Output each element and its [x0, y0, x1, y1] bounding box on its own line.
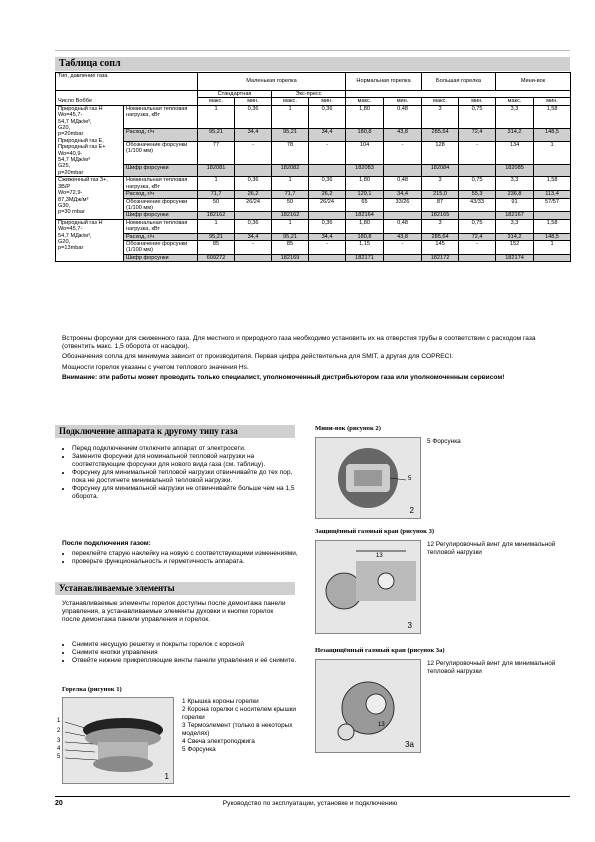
value-cell: 1,58 — [534, 105, 571, 128]
value-cell: 609272 — [198, 254, 235, 261]
value-cell: 113,4 — [534, 191, 571, 198]
value-cell: 314,2 — [496, 129, 534, 141]
value-cell: 3 — [422, 219, 459, 233]
value-cell: - — [309, 141, 346, 164]
row-label: Шифр форсунки — [124, 164, 198, 177]
value-cell: 182085 — [496, 164, 534, 177]
value-cell: 0,75 — [459, 177, 496, 191]
value-cell — [309, 212, 346, 219]
burner-drawing — [63, 698, 173, 783]
value-cell: - — [459, 141, 496, 164]
group-normal: Нормальная горелка — [346, 73, 422, 91]
col-gas-type: Тип, давление газа — [56, 73, 198, 91]
header-max: макс. — [422, 98, 459, 105]
value-cell: 3,3 — [496, 105, 534, 128]
value-cell: 3 — [422, 177, 459, 191]
row-label: Номинальная тепловая нагрузка, кВт — [124, 219, 198, 233]
table-row — [56, 212, 571, 219]
row-label: Расход, г/ч — [124, 191, 198, 198]
table-row — [56, 141, 571, 164]
value-cell: 182162 — [272, 212, 309, 219]
value-cell — [384, 254, 422, 261]
value-cell — [235, 212, 272, 219]
value-cell: 95,21 — [272, 129, 309, 141]
value-cell: 1 — [272, 177, 309, 191]
value-cell: 129,1 — [346, 191, 384, 198]
install-bullet: • Снимите кнопки управления — [72, 649, 302, 657]
value-cell: - — [235, 240, 272, 254]
gas-type-line: 87,3МДж/м³ — [58, 196, 89, 203]
value-cell — [459, 212, 496, 219]
value-cell: 1,15 — [346, 240, 384, 254]
nozzle-table-heading: Таблица сопл — [55, 57, 570, 71]
note-paragraph: Внимание: эти работы может проводить только специалист, уполномоченный дистрибьютором газа или уполномоченным сервисом! — [62, 373, 505, 381]
value-cell — [534, 164, 571, 177]
value-cell: 0,75 — [459, 219, 496, 233]
gas-type-cell — [56, 219, 124, 261]
value-cell: 95,21 — [198, 129, 235, 141]
value-cell: 78 — [272, 141, 309, 164]
value-cell: 182172 — [422, 254, 459, 261]
value-cell: 87 — [422, 198, 459, 212]
value-cell: 0,36 — [309, 177, 346, 191]
value-cell: - — [459, 240, 496, 254]
value-cell: 182165 — [422, 212, 459, 219]
value-cell: 26,2 — [235, 191, 272, 198]
header-min: мин. — [235, 98, 272, 105]
value-cell — [384, 164, 422, 177]
note-paragraph: Обозначения сопла для минимума зависит от производителя. Первая цифра действительна для SMIT, а другая для COPRECI. — [62, 353, 454, 361]
value-cell: 72,4 — [459, 233, 496, 240]
value-cell — [235, 254, 272, 261]
safety-tap-drawing — [316, 541, 420, 633]
value-cell: 215,0 — [422, 191, 459, 198]
install-list — [62, 641, 302, 665]
burner-legend-item: 4 Свеча электроподжига — [182, 738, 255, 745]
value-cell: 182169 — [272, 254, 309, 261]
value-cell: 134 — [496, 141, 534, 164]
burner-legend-item: 5 Форсунка — [182, 746, 216, 753]
safety-tap-legend: 12 Регулировочный винт для минимальной тепловой нагрузки — [427, 541, 556, 556]
value-cell: 3,3 — [496, 177, 534, 191]
header-max: макс. — [496, 98, 534, 105]
gas-type-line: p=30 mbar — [58, 209, 85, 216]
value-cell: 3,3 — [496, 219, 534, 233]
value-cell: 128 — [422, 141, 459, 164]
group-big: Большая горелка — [422, 73, 496, 91]
gas-type-line: 54,7 МДж/м³ — [58, 157, 90, 164]
burner-mark-4: 4 — [57, 746, 61, 752]
value-cell — [459, 254, 496, 261]
value-cell: 1 — [198, 219, 235, 233]
value-cell: 72,4 — [459, 129, 496, 141]
header-max: макс. — [198, 98, 235, 105]
gas-type-line: Природный газ Н — [58, 219, 103, 226]
value-cell: 1,58 — [534, 177, 571, 191]
unsafe-tap-mark: 13 — [378, 722, 385, 728]
gas-type-line: G20, — [58, 125, 71, 132]
note-paragraph: Встроены форсунки для сжиженного газа. Для местного и природного газа необходимо установить их на отверстия трубы в соответствии с расходом газа (отвентить макс. 1,5 оборота от насадки). — [62, 335, 536, 351]
convert-bullet: • Замените форсунки для номинальной тепловой нагрузки на соответствующие форсунки для нового вида газа (см. таблицу). — [72, 453, 300, 469]
table-row — [56, 177, 571, 191]
table-row — [56, 219, 571, 233]
value-cell: 26/24 — [235, 198, 272, 212]
value-cell: 71,7 — [272, 191, 309, 198]
wok-mark: 5 — [408, 476, 412, 482]
value-cell: 1,80 — [346, 177, 384, 191]
value-cell: 33/26 — [384, 198, 422, 212]
header-max: макс. — [346, 98, 384, 105]
row-label: Расход, г/ч — [124, 233, 198, 240]
safety-tap-figure-number: 3 — [407, 621, 412, 630]
top-rule — [55, 50, 570, 51]
value-cell: 1,80 — [346, 105, 384, 128]
burner-caption: Горелка (рисунок 1) — [62, 686, 122, 693]
value-cell — [309, 164, 346, 177]
value-cell: 285,64 — [422, 233, 459, 240]
value-cell: - — [384, 240, 422, 254]
gas-type-line: G25, — [58, 163, 71, 170]
convert-bullet: • Форсунку для минимальной нагрузки не отвинчивайте больше чем на 1,5 оборота. — [72, 485, 300, 501]
value-cell: 1 — [272, 219, 309, 233]
value-cell: 26/24 — [309, 198, 346, 212]
burner-mark-5: 5 — [57, 754, 61, 760]
value-cell: 85 — [198, 240, 235, 254]
value-cell: 1,58 — [534, 219, 571, 233]
value-cell — [309, 254, 346, 261]
gas-type-cell — [56, 105, 124, 176]
value-cell: 85 — [272, 240, 309, 254]
value-cell: 3 — [422, 105, 459, 128]
value-cell: 236,8 — [496, 191, 534, 198]
table-row — [56, 198, 571, 212]
burner-legend-item: 2 Корона горелки с носителем крышки горелки — [182, 706, 296, 721]
value-cell: 43,8 — [384, 129, 422, 141]
value-cell: 0,36 — [235, 105, 272, 128]
value-cell: 43,8 — [384, 233, 422, 240]
value-cell: 50 — [272, 198, 309, 212]
table-row — [56, 164, 571, 177]
row-label: Обозначение форсунки (1/100 мм) — [124, 198, 198, 212]
safety-tap-mark: 13 — [376, 553, 383, 559]
wok-legend: 5 Форсунка — [427, 438, 461, 445]
value-cell: 182171 — [346, 254, 384, 261]
row-label: Расход, г/ч — [124, 129, 198, 141]
burner-figure-number: 1 — [164, 772, 169, 781]
gas-type-line: 54,7 МДж/м³, — [58, 118, 92, 125]
table-row — [56, 129, 571, 141]
value-cell: 77 — [198, 141, 235, 164]
burner-mark-2: 2 — [57, 728, 61, 734]
header-min: мин. — [384, 98, 422, 105]
value-cell: 0,36 — [309, 219, 346, 233]
install-heading: Устанавливаемые элементы — [55, 582, 295, 595]
value-cell: 182084 — [422, 164, 459, 177]
value-cell: 182082 — [272, 164, 309, 177]
group-wok: Мини-вок — [496, 73, 571, 91]
value-cell: 95,21 — [272, 233, 309, 240]
value-cell: 57/57 — [534, 198, 571, 212]
gas-type-line: Wo=45,7- — [58, 112, 83, 119]
value-cell: 182167 — [496, 212, 534, 219]
burner-legend-item: 1 Крышка короны горелки — [182, 698, 259, 705]
value-cell: 1,80 — [346, 219, 384, 233]
nozzle-table — [55, 72, 571, 262]
value-cell: 104 — [346, 141, 384, 164]
value-cell: 1 — [198, 177, 235, 191]
gas-type-line: p=20mbar — [58, 131, 84, 138]
value-cell: 95,21 — [198, 233, 235, 240]
value-cell: 55,3 — [459, 191, 496, 198]
convert-list — [62, 445, 300, 501]
value-cell: 1 — [198, 105, 235, 128]
value-cell: 145 — [422, 240, 459, 254]
value-cell: 71,7 — [198, 191, 235, 198]
wok-drawing — [316, 438, 420, 518]
unsafe-tap-figure — [315, 659, 421, 753]
value-cell: 0,36 — [235, 177, 272, 191]
value-cell: 182081 — [198, 164, 235, 177]
value-cell: 50 — [198, 198, 235, 212]
value-cell — [459, 164, 496, 177]
value-cell: 1 — [272, 105, 309, 128]
value-cell: 34,4 — [384, 191, 422, 198]
gas-type-line: 3B/P — [58, 183, 71, 190]
note-paragraph: Мощности горелок указаны с учетом теплового значения Hs. — [62, 363, 249, 371]
sub-express: Экс-пресс — [272, 91, 346, 98]
safety-tap-figure — [315, 540, 421, 634]
value-cell: 182164 — [346, 212, 384, 219]
wok-caption: Мини-вок (рисунок 2) — [315, 425, 381, 432]
burner-legend-item: 3 Термоэлемент (только в некоторых моделях) — [182, 722, 293, 737]
convert-bullet: • Форсунку для минимальной тепловой нагрузки отвинчивайте до тех пор, пока не достигнете минимальной тепловой нагрузки. — [72, 469, 300, 485]
burner-mark-3: 3 — [57, 738, 61, 744]
table-row — [56, 191, 571, 198]
convert-heading: Подключение аппарата к другому типу газа — [55, 425, 295, 438]
footer-rule — [55, 796, 570, 797]
value-cell — [235, 164, 272, 177]
row-label: Номинальная тепловая нагрузка, кВт — [124, 177, 198, 191]
gas-type-line: Wo=72,9- — [58, 190, 83, 197]
value-cell: - — [235, 141, 272, 164]
wok-figure-number: 2 — [409, 506, 414, 515]
value-cell: 180,8 — [346, 233, 384, 240]
header-min: мин. — [309, 98, 346, 105]
value-cell: 285,64 — [422, 129, 459, 141]
value-cell: 0,36 — [309, 105, 346, 128]
header-min: мин. — [534, 98, 571, 105]
value-cell — [534, 254, 571, 261]
gas-type-line: Природный газ Н — [58, 105, 103, 112]
install-bullet: • Отвейте нижние прикрепляющие винты панели управления и её снимите. — [72, 657, 302, 665]
col-wobbe: Число Воббе — [56, 91, 198, 106]
value-cell: - — [384, 141, 422, 164]
row-label: Шифр форсунки — [124, 212, 198, 219]
value-cell — [534, 212, 571, 219]
value-cell: 0,36 — [235, 219, 272, 233]
gas-type-line: Сжиженный газ 3+, — [58, 177, 108, 184]
table-notes — [62, 335, 562, 384]
gas-type-line: Природный газ Е, — [58, 137, 104, 144]
value-cell: 34,4 — [309, 233, 346, 240]
value-cell: 26,2 — [309, 191, 346, 198]
after-bullet: • проверьте функциональность и герметичность аппарата. — [72, 558, 300, 566]
value-cell: 34,4 — [235, 129, 272, 141]
gas-type-line: Природный газ Е+ — [58, 144, 106, 151]
value-cell: 180,8 — [346, 129, 384, 141]
value-cell: 91 — [496, 198, 534, 212]
after-list — [62, 550, 300, 566]
value-cell: 34,4 — [235, 233, 272, 240]
unsafe-tap-figure-number: 3а — [405, 740, 414, 749]
gas-type-line: Wo=40,9- — [58, 150, 83, 157]
row-label: Шифр форсунки — [124, 254, 198, 261]
value-cell: 1 — [534, 141, 571, 164]
value-cell: 182083 — [346, 164, 384, 177]
value-cell: 0,75 — [459, 105, 496, 128]
table-row — [56, 254, 571, 261]
burner-mark-1: 1 — [57, 718, 61, 724]
row-label: Номинальная тепловая нагрузка, кВт — [124, 105, 198, 128]
value-cell: 0,48 — [384, 219, 422, 233]
unsafe-tap-legend: 12 Регулировочный винт для минимальной тепловой нагрузки — [427, 660, 556, 675]
table-row — [56, 240, 571, 254]
value-cell: 43/33 — [459, 198, 496, 212]
group-small: Маленькая горелка — [198, 73, 346, 91]
gas-type-line: G20, — [58, 238, 71, 245]
gas-type-line: p=20mbar — [58, 169, 84, 176]
row-label: Обозначение форсунки (1/100 мм) — [124, 141, 198, 164]
gas-type-line: G30, — [58, 202, 71, 209]
value-cell: 182162 — [198, 212, 235, 219]
value-cell: 152 — [496, 240, 534, 254]
sub-standard: Стандартная — [198, 91, 272, 98]
footer-title: Руководство по эксплуатации, установке и подключению — [222, 800, 398, 807]
gas-type-line: p=13mbar — [58, 245, 84, 252]
unsafe-tap-caption: Незащищённый газовый кран (рисунок 3а) — [315, 647, 445, 654]
value-cell: 0,48 — [384, 105, 422, 128]
unsafe-tap-drawing — [316, 660, 420, 752]
value-cell: 182174 — [496, 254, 534, 261]
header-min: мин. — [459, 98, 496, 105]
header-max: макс. — [272, 98, 309, 105]
gas-type-cell — [56, 177, 124, 219]
value-cell: 148,5 — [534, 233, 571, 240]
value-cell: 148,5 — [534, 129, 571, 141]
row-label: Обозначение форсунки (1/100 мм) — [124, 240, 198, 254]
convert-bullet: • Перед подключением отключите аппарат от электросети. — [72, 445, 300, 453]
value-cell: 0,48 — [384, 177, 422, 191]
install-text: Устанавливаемые элементы горелок доступны после демонтажа панели управления, а устанавливаемые элементы духовки и кнопки горелок после демонтажа панели управления и горелок. — [62, 600, 286, 623]
value-cell: 34,4 — [309, 129, 346, 141]
table-row — [56, 233, 571, 240]
wok-figure — [315, 437, 421, 519]
safety-tap-caption: Защищённый газовый кран (рисунок 3) — [315, 528, 435, 535]
install-bullet: • Снимите несущую решетку и покрыты горелок с короной — [72, 641, 302, 649]
after-title: После подключения газом: — [62, 540, 151, 547]
burner-figure — [57, 697, 174, 784]
value-cell: 314,2 — [496, 233, 534, 240]
after-bullet: • переклейте старую наклейку на новую с соответствующими изменениями, — [72, 550, 300, 558]
burner-legend — [182, 698, 297, 754]
value-cell: - — [309, 240, 346, 254]
value-cell — [384, 212, 422, 219]
value-cell: 65 — [346, 198, 384, 212]
footer-page-number: 20 — [55, 800, 63, 807]
gas-type-line: 54,7 МДж/м³, — [58, 232, 92, 239]
table-row — [56, 105, 571, 128]
value-cell: 1 — [534, 240, 571, 254]
gas-type-line: Wo=45,7- — [58, 226, 83, 233]
